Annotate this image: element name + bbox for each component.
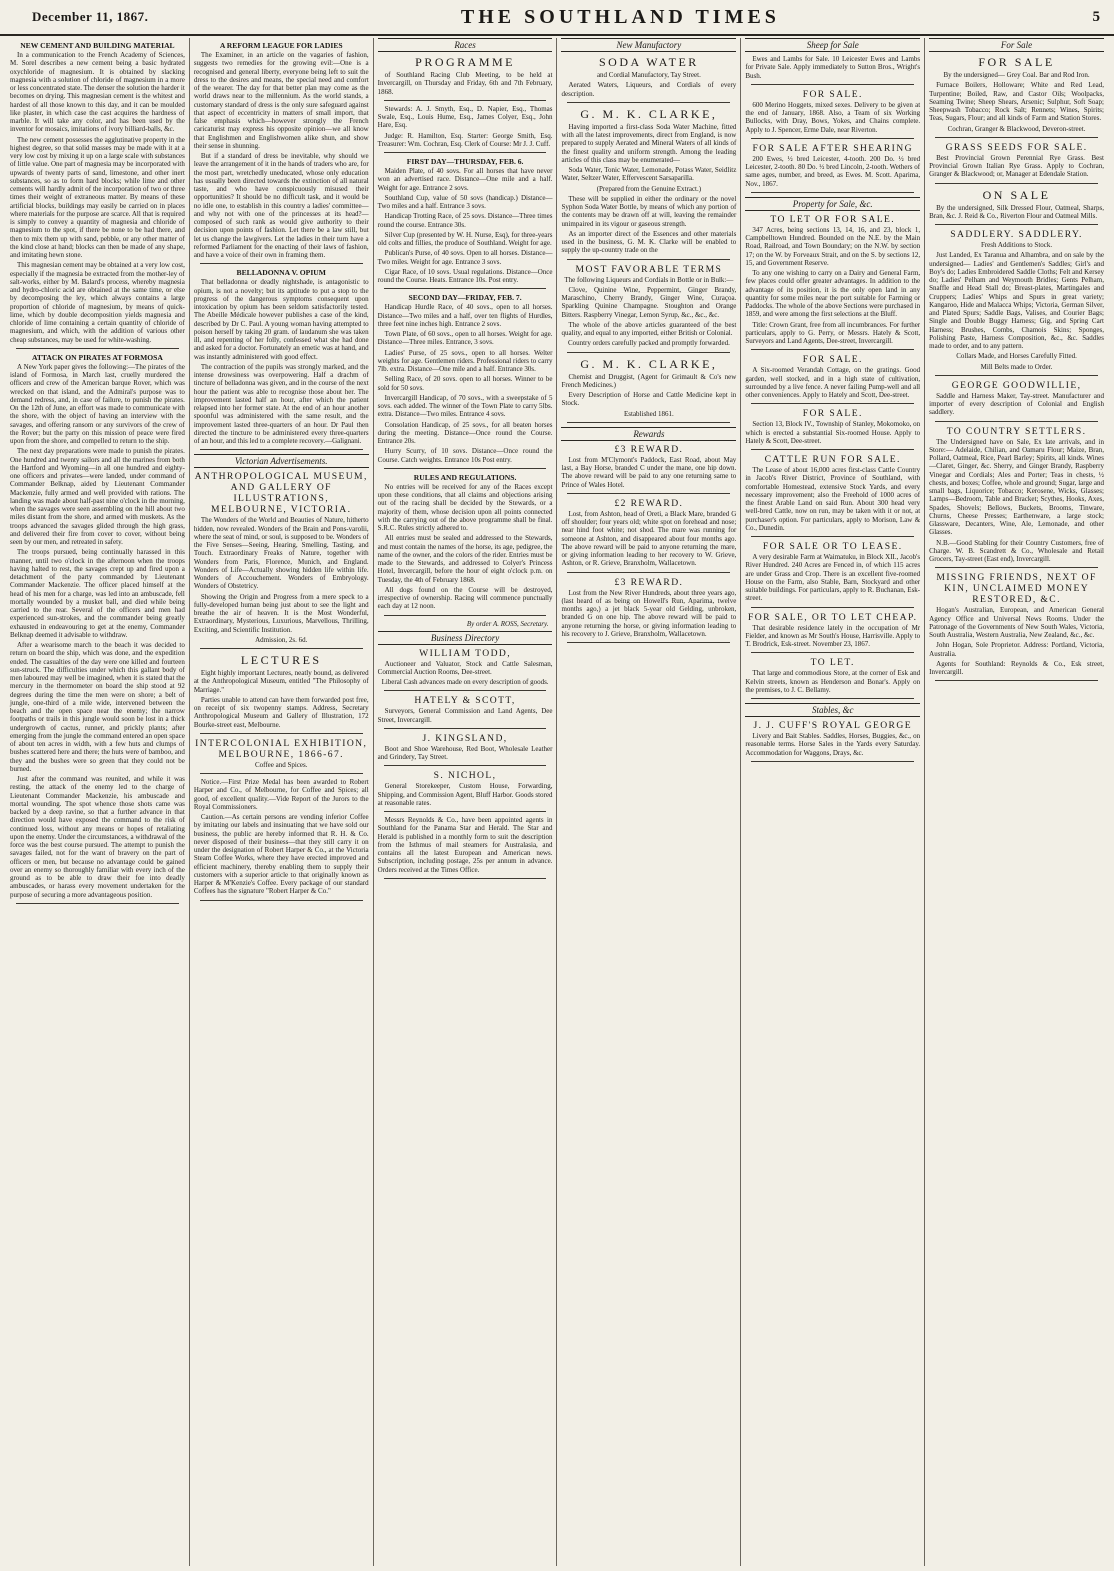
- paragraph: The Undersigned have on Sale, Ex late arrivals, and in Store:— Adelaide, Chilian, and Oamaru Flour; Maize, Bran, Pollard, Oatmeal, Rice, Pearl Barley; Spirits, all kinds. Wines—Claret, Ginger, &c. Sherry, and Ginger Brandy, Raspberry Vinegar and Cordials; Ales and Porter; Teas in chests, ½ chests, and boxes; Coffee, whole and ground; Sugar, large and small bags, Liquorice; Tobacco; Kerosene, Wicks, Glasses; Lamps—Bedroom, Table and Bracket; Scythes, Hooks, Axes, Spades, Shovels; Bellows, Buckets, Brooms, Tinware, Churns, Cheese Presses; Earthenware, a large stock; Glassware, Decanters, Wine, Ale, Lemonade, and other Glasses.: [929, 437, 1104, 537]
- paragraph: Auctioneer and Valuator, Stock and Cattle Salesman, Commercial Auction Rooms, Dee-street.: [377, 659, 553, 676]
- column-6: [925, 38, 1108, 1566]
- paragraph: All entries must be sealed and addressed to the Stewards, and must contain the names of the horse, its age, pedigree, the name of the owner, and the colors of the rider. Entries must be made to the Stewards, and addressed to Colyer's Princess Hotel, Invercargill, before the hour of eight o'clock p.m. on Tuesday, the 4th of February 1868.: [377, 534, 553, 584]
- paragraph: Messrs Reynolds & Co., have been appointed agents in Southland for the Panama Star and Herald. The Star and Herald is published in a monthly form to suit the description from the Isthmus of mail steamers for Australasia, and contains all the latest European and American news. Subscription, including postage, 25s per annum in advance. Orders received at the Times Office.: [377, 816, 553, 874]
- divider-rule: [567, 422, 730, 423]
- advertisement-body: [561, 71, 736, 98]
- paragraph: Selling Race, of 20 sovs. open to all horses. Winner to be sold for 50 sovs.: [377, 375, 553, 392]
- advertisement-body: [194, 516, 369, 644]
- paragraph: Boot and Shoe Warehouse, Red Boot, Wholesale Leather and Grindery, Tay Street.: [377, 744, 553, 761]
- advertisement-body: [745, 55, 920, 80]
- paragraph: The new cement possesses the agglutinative property in the highest degree, so that solid masses may be made with it at a very low cost by mixing it up on a large scale with substances of little value. One part of magnesia may be incorporated with upwards of twenty parts of sand, limestone, and other inert substances, so as to form hard blocks; while lime and other cements will hardly admit of the incorporation of two or three times their weight of extraneous matter. By means of these artificial blocks, buildings may easily be carried on in places where materials for the purpose are scarce. All that is required is simply to convey a quantity of magnesia and chloride of magnesium to the spot, if there be none to be had there, and then to mix them up with sand, pebble, or any other matter of the kind close at hand; blocks can then be made of any shape, and imitating hewn stone.: [10, 135, 185, 259]
- paragraph: The following Liqueurs and Cordials in Bottle or in Bulk:—: [564, 275, 734, 284]
- paragraph: Caution.—As certain persons are vending inferior Coffee by imitating our labels and insinuating that we have sold our business, the public are hereby informed that R. H. & Co. never disposed of their business—that they still carry it on under the designation of Robert Harper & Co., at the Victoria Steam Coffee Works, where they have erected improved and efficient machinery, thereby enabling them to supply their customers with a superior article to that originally known as Harper & M'Kenzie's Coffee. Every package of our standard Coffees has the signature "Robert Harper & Co.": [193, 813, 369, 896]
- advertisement-heading: ANTHROPOLOGICAL MUSEUM, AND GALLERY OF ILLUSTRATIONS, MELBOURNE, VICTORIA.: [194, 471, 368, 516]
- advertisement-body: [561, 456, 736, 489]
- paragraph: Every Description of Horse and Cattle Medicine kept in Stock.: [561, 391, 737, 408]
- divider-rule: [384, 288, 547, 289]
- column-section-header: Races: [378, 38, 553, 52]
- advertisement: [745, 720, 920, 757]
- section-header: Stables, &c: [745, 703, 920, 717]
- column-container: [6, 38, 1108, 1566]
- paragraph: General Storekeeper, Custom House, Forwarding, Shipping, and Commission Agent, Bluff Harbor. Goods stored at reasonable rates.: [377, 782, 553, 807]
- paragraph: That large and commodious Store, at the corner of Esk and Kelvin streets, known as Henderson and Bonar's. Apply on the premises, to J. C. Bellamy.: [745, 669, 921, 694]
- advertisement-body: [929, 606, 1104, 676]
- advertisement: [378, 648, 553, 687]
- column-3: [374, 38, 558, 1566]
- advertisement: [929, 380, 1104, 417]
- advertisement-body: [378, 105, 553, 148]
- article-body: [10, 363, 185, 899]
- paragraph: But if a standard of dress be inevitable, why should we leave the arrangement of it in the hands of traders who are, for the most part, wretchedly uneducated, whose only education has usually been directed towards the extinction of all natural taste, and who have conspicuously misused their opportunities? It should be no difficult task, and it would be no idle one, to establish in this country a ladies' committee—and why not with one of the princesses at its head?—composed of such rank as would give authority to their decision upon points of fashion. Let there be a law still, but let us change the lawgivers. Let the ladies in their turn have a reformed Parliament for the enacting of their laws of fashion, and have a voice of their own in framing them.: [193, 152, 369, 259]
- divider-rule: [384, 690, 547, 691]
- advertisement-heading: MISSING FRIENDS, NEXT OF KIN, UNCLAIMED MONEY RESTORED, &C.: [936, 572, 1097, 606]
- divider-rule: [751, 761, 914, 762]
- advertisement: [745, 408, 920, 445]
- paragraph: Just after the command was reunited, and while it was resting, the attack of the enemy led to the charge of Lieutenant Commander Mackenzie, his ambuscade and mortal wounding. The spot whence those shots came was backed by a deep ravine, so that a further advance in that direction would have exposed the command to the risk of continued loss, without any means or hopes of retaliating upon the enemy. Under the circumstances, a withdrawal of the force was the best course pursued. The attempt to punish the savages failed, not for the want of bravery on the part of officers or men, but because no advantage could be gained over an enemy so thoroughly familiar with every inch of the ground as to be able to draw their foe into deadly ambuscades, or harass every movement undertaken for the purpose of securing a more advantageous position.: [10, 775, 185, 899]
- paragraph: Southland Cup, value of 50 sovs (handicap.) Distance—Two miles and a half. Entrance 3 sovs.: [377, 193, 553, 210]
- divider-rule: [16, 903, 179, 904]
- paragraph: Section 13, Block IV., Township of Stanley, Mokomoko, on which is erected a substantial Six-roomed House. Apply to Hately & Scott, Dee-street.: [745, 420, 921, 445]
- newspaper-title: THE SOUTHLAND TIMES: [460, 5, 780, 28]
- advertisement-body: [745, 624, 920, 649]
- advertisement-heading: TO COUNTRY SETTLERS.: [946, 425, 1087, 437]
- advertisement-body: [378, 745, 553, 762]
- article-headline: SECOND DAY—FRIDAY, FEB. 7.: [408, 293, 522, 303]
- advertisement-body: [561, 373, 736, 418]
- paragraph: Consolation Handicap, of 25 sovs., for all beaten horses during the meeting. Distance—Once round the Course. Entrance 20s.: [377, 420, 553, 445]
- advertisement-heading: SODA WATER: [599, 55, 699, 69]
- advertisement-heading: WILLIAM TODD,: [419, 647, 512, 659]
- divider-rule: [567, 642, 730, 643]
- paragraph: Publican's Purse, of 40 sovs. Open to all horses. Distance—Two miles. Weight for age. Entrance 3 sovs.: [377, 249, 553, 266]
- paragraph: 200 Ewes, ½ bred Leicester, 4-tooth. 200 Do. ½ bred Leicester, 2-tooth. 80 Do. ½ bred Lincoln, 2-tooth. Wethers of same ages, number, and breed, as Ewes. M. Scott. Aparima, Nov., 1867.: [745, 154, 921, 188]
- advertisement-heading: FOR SALE.: [802, 88, 863, 100]
- advertisement-heading: INTERCOLONIAL EXHIBITION, MELBOURNE, 1866-67.: [195, 737, 368, 760]
- paragraph: Lost from the New River Hundreds, about three years ago, (last heard of as being on Howell's Run, Aparima, twelve months ago,) a jet black 5-year old Gelding, unbroken, branded G on one hip. The above reward will be paid to anyone returning the horse, or giving information leading to his recovery to J. Grieve, Branxholm, Wallacetown.: [561, 588, 737, 638]
- issue-date: December 11, 1867.: [32, 9, 149, 24]
- news-article: [194, 41, 369, 259]
- advertisement-heading: FOR SALE: [978, 55, 1055, 69]
- paragraph: Invercargill Handicap, of 70 sovs., with a sweepstake of 5 sovs. each added. The winner of the Town Plate to carry 5lbs. extra. Distance—Two miles. Entrance 4 sovs.: [377, 393, 553, 419]
- divider-rule: [935, 421, 1098, 422]
- divider-rule: [384, 615, 547, 616]
- divider-rule: [935, 375, 1098, 376]
- paragraph: Hogan's Australian, European, and American General Agency Office and Universal News Rooms. Under the Patronage of the Governments of New South Wales, Victoria, South Australia, Western Australia, New Zealand, &c., &c.: [929, 606, 1104, 639]
- news-article: [10, 353, 185, 899]
- masthead: [0, 0, 1114, 36]
- divider-rule: [751, 652, 914, 653]
- page-number: 5: [1092, 8, 1100, 25]
- divider-rule: [384, 765, 547, 766]
- paragraph: Soda Water, Tonic Water, Lemonade, Potass Water, Seidlitz Water, Seltzer Water, Effervescent Sarsaparilla.: [561, 166, 737, 183]
- advertisement: [561, 577, 736, 639]
- advertisement-heading: LECTURES: [240, 653, 322, 667]
- news-article: [378, 157, 553, 284]
- paragraph: Ewes and Lambs for Sale. 10 Leicester Ewes and Lambs for Private Sale. Apply immediately to Sutton Bros., Wright's Bush.: [745, 55, 921, 80]
- advertisement-body: [378, 782, 553, 807]
- advertisement-body: [194, 669, 369, 729]
- section-header: Property for Sale, &c.: [745, 197, 920, 211]
- divider-rule: [384, 152, 547, 153]
- paragraph: Collars Made, and Horses Carefully Fitted.: [956, 352, 1077, 361]
- advertisement: [929, 55, 1104, 133]
- paragraph: As an importer direct of the Essences and other materials used in the business, G. M. K. Clarke will be enabled to supply the up-country trade on the: [561, 229, 737, 255]
- divider-rule: [200, 900, 363, 901]
- paragraph: Livery and Bait Stables. Saddles, Horses, Buggies, &c., on reasonable terms. Horse Sales in the Yards every Saturday. Accommodation for Waggons, Drays, &c.: [745, 732, 921, 757]
- advertisement-body: [929, 71, 1104, 133]
- article-body: [378, 167, 553, 284]
- divider-rule: [567, 102, 730, 103]
- column-1: [6, 38, 190, 1566]
- divider-rule: [200, 648, 363, 649]
- article-headline: ATTACK ON PIRATES AT FORMOSA: [31, 352, 163, 362]
- divider-rule: [384, 811, 547, 812]
- paragraph: A New York paper gives the following:—The pirates of the island of Formosa, in March last, cruelly murdered the officers and crew of the American barque Rover, which was wrecked on that island, and the Admiral's purpose was to demand redress, and, in case of failure, to punish the pirates. On the 12th of June, an effort was made to communicate with the shore, with the object of having an interview with the savages, and offering ransom or any survivors of the crew of the Rover; but the party on this mission of peace were fired upon from the shore, and compelled to return to the ship.: [10, 362, 185, 445]
- advertisement-heading: GRASS SEEDS FOR SALE.: [945, 141, 1088, 153]
- paragraph: Admission, 2s. 6d.: [255, 635, 308, 644]
- paragraph: Stewards: A. J. Smyth, Esq., D. Napier, Esq., Thomas Swale, Esq., Louis Hume, Esq., James Colyer, Esq., John Hare, Esq.: [377, 104, 553, 130]
- advertisement-body: [194, 778, 369, 896]
- advertisement: [194, 653, 369, 729]
- article-headline: RULES AND REGULATIONS.: [413, 472, 517, 482]
- advertisement-heading: £2 REWARD.: [614, 497, 684, 509]
- advertisement: [561, 55, 736, 98]
- divider-rule: [751, 84, 914, 85]
- advertisement-body: [194, 761, 369, 769]
- advertisement: [745, 657, 920, 694]
- advertisement-body: [745, 366, 920, 399]
- advertisement-heading: PROGRAMME: [415, 55, 515, 69]
- paragraph: The Lease of about 16,000 acres first-class Cattle Country in Jacob's River District, Province of Southland, with comfortable Homestead, extensive Stock Yards, and every necessary improvement; also the Freehold of 1000 acres of the finest Arable Land on said Run. About 300 head very well-bred Cattle, now on run, may be taken with it or not, at purchaser's option. For particulars, apply to Morison, Law & Co., Dunedin.: [745, 466, 921, 532]
- advertisement-body: [378, 71, 553, 96]
- paragraph: Showing the Origin and Progress from a mere speck to a fully-developed human being just about to see the light and breathe the air of heaven. It is the Most Wonderful, Extraordinary, Mysterious, Luxurious, Marvellous, Thrilling, Exciting, and Scientific Institution.: [193, 592, 369, 634]
- advertisement-body: [745, 420, 920, 445]
- advertisement-body: [929, 154, 1104, 179]
- paragraph: Judge: R. Hamilton, Esq. Starter: George Smith, Esq. Treasurer: Wm. Cochran, Esq. Clerk of Course: Mr J. J. Cuff.: [377, 131, 553, 148]
- divider-rule: [384, 728, 547, 729]
- section-header: Business Directory: [378, 631, 553, 645]
- advertisement-heading: ON SALE: [982, 187, 1051, 202]
- advertisement-body: [378, 707, 553, 724]
- advertisement: [745, 55, 920, 80]
- paragraph: Parties unable to attend can have them forwarded post free, on receipt of six twopenny stamps. Address, Secretary Anthropological Museum and Gallery of Illustration, 172 Bourke-street east, Melbourne.: [193, 695, 369, 729]
- advertisement-body: [745, 553, 920, 603]
- paragraph: Eight highly important Lectures, neatly bound, as delivered at the Anthropological Museum, entitled "The Philosophy of Marriage.": [193, 669, 369, 694]
- news-article: [194, 268, 369, 445]
- paragraph: Just Landed, Ex Taranua and Alhambra, and on sale by the undersigned— Ladies' and Gentlemen's Saddles; Girl's and Boy's do; Ladies Embroidered Saddle Cloths; Felt and Kersey do; Ladies' Pelham and Weymouth Bridles; Gents Pelham, Snaffle and Head Stall do; Breast-plates, Martingales and Cruppers; Ladies' Whips and Spurs in great variety; Kangaroo, Hide and Malacca Whips; Victoria, German Silver, and Plated Spurs; Saddle Bags, Valises, and Courier Bags; Single and Double Buggy Harness; Gig, and Spring Cart Harness; Brushes, Combs, Chamois Skins; Sponges, Polishing Paste, Harness Composition, &c., &c. Saddles made to order, and to any pattern.: [929, 251, 1104, 350]
- advertisement-heading: HATELY & SCOTT,: [414, 695, 516, 707]
- advertisement-body: [929, 204, 1104, 221]
- advertisement-body: [561, 589, 736, 639]
- advertisement: [561, 357, 736, 418]
- advertisement-body: [378, 816, 553, 874]
- advertisement-body: [929, 392, 1104, 417]
- signature-line: By order A. ROSS, Secretary.: [466, 619, 549, 628]
- paragraph: These will be supplied in either the ordinary or the novel Syphon Soda Water Bottle, by means of which any portion of the contents may be drawn off at will, leaving the remainder unimpaired in its vigour or gaseous strength.: [561, 194, 737, 228]
- paragraph: Silver Cup (presented by W. H. Nurse, Esq), for three-years old colts and fillies, the produce of Southland. Weight for age.: [377, 230, 553, 247]
- divider-rule: [384, 468, 547, 469]
- paragraph: Having imported a first-class Soda Water Machine, fitted with all the latest improvements, direct from England, is now prepared to supply Aerated and Mineral Waters of all kinds of the finest quality and uniform strength. Among the leading articles of this class may be enumerated—: [561, 122, 737, 164]
- advertisement: [378, 770, 553, 807]
- article-body: [194, 51, 369, 259]
- paragraph: That desirable residence lately in the occupation of Mr Fielder, and known as Mr South's House, Harrisville. Apply to T. Brodrick, Esk-street. November 23, 1867.: [745, 623, 921, 648]
- section-header: Rewards: [561, 427, 736, 441]
- paragraph: Hurry Scurry, of 10 sovs. Distance—Once round the Course. Catch weights. Entrance 10s Post entry.: [377, 447, 553, 464]
- advertisement: [745, 354, 920, 399]
- advertisement-heading: FOR SALE.: [802, 354, 863, 366]
- divider-rule: [751, 192, 914, 193]
- paragraph: Handicap Hurdle Race, of 40 sovs., open to all horses. Distance—Two miles and a half, over ten flights of Hurdles, three feet nine inches high. Entrance 2 sovs.: [377, 303, 553, 328]
- paragraph: By the undersigned, Silk Dressed Flour, Oatmeal, Sharps, Bran, &c. J. Reid & Co., Riverton Flour and Oatmeal Mills.: [929, 203, 1104, 220]
- divider-rule: [935, 567, 1098, 568]
- advertisement-heading: G. M. K. CLARKE,: [580, 356, 718, 371]
- advertisement-heading: TO LET.: [810, 657, 855, 669]
- advertisement-heading: FOR SALE OR TO LEASE.: [762, 541, 903, 552]
- paragraph: Mill Belts made to Order.: [980, 362, 1053, 371]
- advertisement-heading: £3 REWARD.: [614, 576, 684, 588]
- paragraph: The next day preparations were made to punish the pirates. One hundred and twenty sailors and all the marines from both the Hartford and Wyoming—in all one hundred and eighty-one officers and privates—were landed, under command of Commander Belknap, aided by Lieutenant Commander Mackenzie, fully armed and well provided with rations. The landing was made about half-past nine o'clock in the morning, when the savages were seen assembling on the hill about two miles distant from the shore, and armed with muskets. As the troops advanced the savages glided through the high grass, and delivered their fire from cover to cover, without being seen by our men, and retreated in safety.: [10, 447, 185, 546]
- paragraph: After a wearisome march to the beach it was decided to return on board the ship, which was done, and the expedition ended. The casualties of the day were one killed and fourteen sun-struck. The difficulties under which this gallant body of men laboured may well be imagined, when it is stated that the mercury in the thermometer on board the ship stood at 92 degrees during the time the men were on shore; a belt of jungle, one-third of a mile wide, intervened between the beach and the open space near the enemy; the narrow footpaths or trails in this jungle would soon be lost in a thick undergrowth of cactus, runner, and prickly plants; after emerging from the jungle the command entered an open space of about ten acres in width, with a few huts and clumps of bushes scattered here and there; the huts were of bamboo, and they and the bushes were so green that they could not be burned.: [10, 641, 185, 773]
- divider-rule: [935, 137, 1098, 138]
- advertisement: [745, 143, 920, 188]
- paragraph: A very desirable Farm at Waimatuku, in Block XII., Jacob's River Hundred. 240 Acres are Fenced in, of which 115 acres are under Grass and Crop. There is an excellent five-roomed House on the Farm, also Stable, Barn, Stockyard and other suitable buildings. For particulars, apply to R. Buchanan, Esk-street.: [745, 553, 921, 603]
- advertisement-heading: TO LET OR FOR SALE.: [770, 213, 896, 225]
- article-headline: FIRST DAY—THURSDAY, FEB. 6.: [406, 157, 524, 166]
- column-2: [190, 38, 374, 1566]
- paragraph: Chemist and Druggist, (Agent for Grimault & Co's new French Medicines.): [561, 372, 737, 389]
- advertisement: [194, 471, 369, 644]
- article-headline: BELLADONNA V. OPIUM: [236, 268, 326, 278]
- paragraph: Coffee and Spices.: [254, 760, 308, 769]
- column-section-header: Sheep for Sale: [745, 38, 920, 52]
- paragraph: Fresh Additions to Stock.: [980, 241, 1053, 249]
- advertisement: [378, 733, 553, 762]
- paragraph: Saddle and Harness Maker, Tay-street. Manufacturer and importer of every description of Colonial and English saddlery.: [929, 391, 1104, 417]
- article-body: [378, 483, 553, 611]
- advertisement-heading: FOR SALE, OR TO LET CHEAP.: [748, 611, 918, 623]
- column-section-header: For Sale: [929, 38, 1104, 52]
- divider-rule: [384, 878, 547, 879]
- paragraph: Country orders carefully packed and promptly forwarded.: [567, 339, 730, 348]
- paragraph: The Wonders of the World and Beauties of Nature, hitherto hidden, now revealed. Wonders of the Brain and Pons-varolii, where the seat of mind, or soul, is supposed to be. Wonders of the Five Senses—Seeing, Hearing, Smelling, Tasting, and Touch. Extraordinary Freaks of Nature, together with Wonders from Paris, Florence, Munich, and England. Wonders of Life—Actually showing hidden life within life. Wonders of Accouchement. Wonders of Embryology. Wonders of Obstetricy.: [193, 516, 369, 591]
- paragraph: The contraction of the pupils was strongly marked, and the intense drowsiness was overpowering. Half a drachm of tincture of belladonna was given, and in the course of the next hour the patient was able to recognise those about her. The improvement lasted half an hour, after which the patient relapsed into her former state. At the end of an hour another spoonful was administered with the same result, and the improvement lasted three-quarters of an hour. Dr Paul then directed the tincture to be administered every three-quarters of an hour, and this led to a complete recovery.—Galignani.: [193, 362, 369, 445]
- advertisement: [378, 695, 553, 724]
- paragraph: John Hogan, Sole Proprietor. Address: Portland, Victoria, Australia.: [929, 641, 1104, 658]
- advertisement-body: [745, 669, 920, 694]
- paragraph: In a communication to the French Academy of Sciences, M. Sorel describes a new cement being a basic hydrated oxychloride of magnesium. It is obtained by slacking magnesia with a solution of chloride of magnesium in a more or less concentrated state. The denser the solution the harder it becomes on drying. This magnesian cement is the whitest and hardest of all those known to this day, and it can be moulded like plaster, in which case the cast acquires the hardness of marble. It will take any color, and has been used by the inventor for mosaics, imitations of ivory billiard-balls, &c.: [10, 51, 185, 134]
- article-body: [378, 303, 553, 464]
- advertisement-heading: FOR SALE.: [802, 408, 863, 420]
- paragraph: Maiden Plate, of 40 sovs. For all horses that have never won an advertised race. Distance—One mile and a half. Weight for age. Entrance 2 sovs.: [377, 167, 553, 192]
- paragraph: By the undersigned— Grey Coal. Bar and Rod Iron.: [943, 71, 1090, 79]
- paragraph: Notice.—First Prize Medal has been awarded to Robert Harper and Co., of Melbourne, for Coffee and Spices; all good, of excellent quality.—Vide Report of the Jurors to the Royal Commissioners.: [193, 778, 369, 811]
- advertisement: [561, 444, 736, 489]
- paragraph: Handicap Trotting Race, of 25 sovs. Distance—Three times round the course. Entrance 30s.: [377, 212, 553, 229]
- paragraph: Cigar Race, of 10 sovs. Usual regulations. Distance—Once round the Course. Heats. Entrance 10s. Post entry.: [377, 267, 553, 284]
- advertisement-heading: GEORGE GOODWILLIE,: [951, 379, 1082, 391]
- paragraph: Lost, from Ashton, head of Oreti, a Black Mare, branded G off shoulder; four years old; white spot on forehead and nose; near hind foot white; not shod. The mare was running for someone at Ashton, and disappeared about four months ago. The above reward will be paid to anyone returning the mare, or giving information leading to her recovery to W. Grieve, Ashton, or R. Grieve, Branxholm, Wallacetown.: [561, 509, 737, 568]
- advertisement-body: [745, 466, 920, 532]
- advertisement-heading: G. M. K. CLARKE,: [580, 106, 718, 121]
- divider-rule: [751, 403, 914, 404]
- advertisement-body: [561, 276, 736, 348]
- paragraph: and Cordial Manufactory, Tay Street.: [596, 71, 701, 79]
- advertisement: [745, 214, 920, 346]
- advertisement: [745, 454, 920, 532]
- paragraph: Lost from M'Clymont's Paddock, East Road, about May last, a Bay Horse, branded C under the mane, one hip down. The above reward will be paid to any one returning same to Prince of Wales Hotel.: [561, 455, 737, 489]
- divider-rule: [200, 263, 363, 264]
- paragraph: Best Provincial Grown Perennial Rye Grass. Best Provincial Grown Italian Rye Grass. Apply to Cochran, Granger & Blackwood; or, Manager at Edendale Station.: [929, 153, 1104, 179]
- advertisement: [929, 188, 1104, 221]
- divider-rule: [935, 224, 1098, 225]
- article-body: [194, 278, 369, 445]
- advertisement-body: [929, 241, 1104, 371]
- advertisement-body: [929, 438, 1104, 564]
- news-article: [378, 293, 553, 464]
- advertisement-body: [745, 101, 920, 134]
- advertisement-heading: J. J. CUFF'S ROYAL GEORGE: [753, 720, 912, 731]
- paragraph: (Prepared from the Genuine Extract.): [596, 184, 702, 193]
- column-4: [557, 38, 741, 1566]
- advertisement-body: [561, 510, 736, 568]
- advertisement: [561, 498, 736, 568]
- advertisement: [745, 541, 920, 603]
- advertisement: [561, 264, 736, 348]
- divider-rule: [567, 352, 730, 353]
- advertisement-heading: £3 REWARD.: [614, 443, 684, 455]
- advertisement-body: [745, 226, 920, 346]
- paragraph: Surveyors, General Commission and Land Agents, Dee Street, Invercargill.: [377, 707, 553, 724]
- article-body: [10, 51, 185, 344]
- divider-rule: [751, 349, 914, 350]
- advertisement: [194, 738, 369, 769]
- advertisement: [745, 612, 920, 649]
- advertisement-heading: S. NICHOL,: [433, 770, 497, 782]
- paragraph: The troops pursued, being continually harassed in this manner, until two o'clock in the afternoon when the troops having halted to rest, the savages crept up and fired upon a detachment of the party commanded by Lieutenant Commander Mackenzie. The officer placed himself at the head of his men for a charge, was led into an ambuscade, fell mortally wounded by a musket ball, and died while being carried to the rear. Several of the officers and men had experienced sun-strokes, and the commander being greatly exhausted in endeavouring to get at the enemy, Commander Belknap deemed it advisable to withdraw.: [10, 548, 185, 639]
- paragraph: 347 Acres, being sections 13, 14, 16, and 23, block 1, Campbelltown Hundred. Bounded on the N.E. by the Main Road, Railroad, and Town Boundary; on the N.W. by section 17; on the W. by Forveaux Strait, and on the S. by sections 12, 15, and Government Reserve.: [745, 225, 921, 267]
- divider-rule: [567, 493, 730, 494]
- divider-rule: [200, 733, 363, 734]
- advertisement-heading: MOST FAVORABLE TERMS: [575, 263, 723, 275]
- paragraph: Agents for Southland: Reynolds & Co., Esk street, Invercargill.: [929, 659, 1104, 676]
- advertisement-heading: CATTLE RUN FOR SALE.: [764, 454, 901, 465]
- paragraph: Title: Crown Grant, free from all incumbrances. For further particulars, apply to G. Perry, or Messrs. Hately & Scott, Surveyors and Land Agents, Dee-street, Invercargill.: [745, 320, 921, 345]
- divider-rule: [16, 348, 179, 349]
- divider-rule: [751, 449, 914, 450]
- paragraph: Aerated Waters, Liqueurs, and Cordials of every description.: [561, 81, 737, 98]
- article-headline: NEW CEMENT AND BUILDING MATERIAL: [20, 41, 175, 50]
- column-5: [741, 38, 925, 1566]
- divider-rule: [935, 183, 1098, 184]
- advertisement-body: [378, 660, 553, 687]
- paragraph: No entries will be received for any of the Races except upon these conditions, that all claims and objections arising out of the racing shall be decided by the Stewards, or a majority of them, whose decision upon all points connected with the carrying out of the above programme shall be final. S.R.C. Rules strictly adhered to.: [377, 482, 553, 532]
- divider-rule: [200, 449, 363, 450]
- paragraph: Liberal Cash advances made on every description of goods.: [381, 678, 549, 686]
- advertisement: [194, 778, 369, 896]
- paragraph: To any one wishing to carry on a Dairy and General Farm, few places could offer greater advantages. In addition to the advantage of its position, it is the only open land in any quantity for some miles near the port suitable for Farming or Paddocks. The whole of the above Sections were purchased in 1859, and were among the first selections at the Bluff.: [745, 269, 921, 319]
- divider-rule: [935, 680, 1098, 681]
- advertisement: [929, 229, 1104, 371]
- advertisement-heading: FOR SALE AFTER SHEARING: [752, 142, 913, 154]
- paragraph: All dogs found on the Course will be destroyed, irrespective of ownership. Racing will commence punctually each day at 12 noon.: [377, 585, 553, 611]
- paragraph: Furnace Boilers, Holloware; White and Red Lead, Turpentine; Boiled, Raw, and Castor Oils; Woolpacks, Seaming Twine; Sheep Shears, Arsenic; Sulphur, Soft Soap; Sheepwash Tobacco; Rock Salt; Rennets; Wines, Spirits; Teas, Sugars, Flour; and all kinds of Farm and Station Stores.: [929, 81, 1104, 123]
- divider-rule: [751, 138, 914, 139]
- advertisement-heading: J. KINGSLAND,: [422, 732, 508, 744]
- paragraph: A Six-roomed Verandah Cottage, on the gratings. Good garden, well stocked, and in a high state of cultivation, surrounded by a live fence. A never failing Pump-well and all other conveniences. Apply to Hately and Scott, Dee-street.: [745, 366, 921, 399]
- paragraph: Town Plate, of 60 sovs., open to all horses. Weight for age. Distance—Three miles. Entrance, 3 sovs.: [377, 330, 553, 347]
- divider-rule: [200, 773, 363, 774]
- advertisement: [929, 142, 1104, 179]
- paragraph: The Examiner, in an article on the vagaries of fashion, suggests two remedies for the growing evil:—One is a recognised and general liberty, everyone being left to suit the dress to the desires and means, the special need and comfort of the wearer. The day for that better plan may come as the world draws near to the millennium. As the world stands, a customary standard of dress is the only sure safeguard against that aspect of eccentricity in matters of small import, that false emphasis which—however strongly the French caricaturist may express his opposite opinion—we all know that Englishmen and Englishwomen alike shun, and show their sense in shunning.: [193, 51, 369, 150]
- advertisement-body: [745, 155, 920, 188]
- advertisement: [378, 816, 553, 874]
- divider-rule: [567, 259, 730, 260]
- divider-rule: [751, 536, 914, 537]
- paragraph: Established 1861.: [624, 409, 674, 418]
- advertisement: [929, 572, 1104, 676]
- paragraph: 600 Merino Hoggets, mixed sexes. Delivery to be given at the end of January, 1868. Also, a Team of six Working Bullocks, with Dray, Bows, Yokes, and Chains complete. Apply to J. Spencer, Erme Dale, near Riverton.: [745, 100, 921, 134]
- advertisement: [561, 107, 736, 255]
- advertisement: [378, 55, 553, 96]
- paragraph: of Southland Racing Club Meeting, to be held at Invercargill, on Thursday and Friday, 6th and 7th February, 1868.: [377, 71, 553, 96]
- paragraph: The whole of the above articles guaranteed of the best quality, and equal to any imported, either British or Colonial.: [561, 320, 737, 337]
- news-article: [10, 41, 185, 344]
- advertisement-body: [745, 732, 920, 757]
- news-article: [378, 473, 553, 611]
- divider-rule: [751, 607, 914, 608]
- paragraph: Clove, Quinine Wine, Peppermint, Ginger Brandy, Maraschino, Cherry Brandy, Ginger Wine, Curaçoa. Sparkling Quinine Champagne. Stoughton and Orange Bitters. Raspberry Vinegar, Lemon Syrup, &c., &c., &c.: [561, 285, 737, 319]
- advertisement-body: [561, 123, 736, 255]
- advertisement-heading: SADDLERY. SADDLERY.: [950, 229, 1083, 240]
- divider-rule: [567, 572, 730, 573]
- paragraph: That belladonna or deadly nightshade, is antagonistic to opium, is not a novelty; but its aptitude to put a stop to the progress of the dangerous symptoms consequent upon intoxication by opium has been seldom satisfactorily tested. The Abeille Médicale however publishes a case of the kind, described by Dr C. Paul. A young woman having attempted to poison herself by taking 20 gram. of laudanum she was taken ill, and repenting of her folly, confessed what she had done and asked for a doctor. Fortunately an emetic was at hand, and was instantly administered with good effect.: [193, 278, 369, 361]
- divider-rule: [751, 698, 914, 699]
- advertisement: [378, 105, 553, 148]
- section-header: Victorian Advertisements.: [194, 454, 369, 468]
- paragraph: Cochran, Granger & Blackwood, Deveron-street.: [947, 124, 1086, 133]
- paragraph: Ladies' Purse, of 25 sovs., open to all horses. Welter weights for age. Gentlemen riders. Professional riders to carry 7lb. extra. Distance—One mile and a half. Entrance 30s.: [377, 348, 553, 373]
- divider-rule: [384, 100, 547, 101]
- paragraph: N.B.—Good Stabling for their Country Customers, free of Charge. W. B. Scandrett & Co., Wholesale and Retail Grocers, Tay-street (East end), Invercargill.: [929, 538, 1104, 563]
- advertisement: [929, 426, 1104, 564]
- article-headline: A REFORM LEAGUE FOR LADIES: [219, 41, 343, 50]
- paragraph: This magnesian cement may be obtained at a very low cost, especially if the magnesia be extracted from the mother-ley of salt-works, either by M. Balard's process, whereby magnesia and hydro-chloric acid are obtained at the same time, or else by decomposing the ley, which always contains a large proportion of chloride of magnesium, by means of quick-lime, which by double decomposition yields magnesia and chloride of lime containing a certain quantity of chloride of magnesium, and which, with the addition of various other cheap substances, may be used for white-washing.: [10, 261, 185, 344]
- advertisement: [745, 89, 920, 134]
- column-section-header: New Manufactory: [561, 38, 736, 52]
